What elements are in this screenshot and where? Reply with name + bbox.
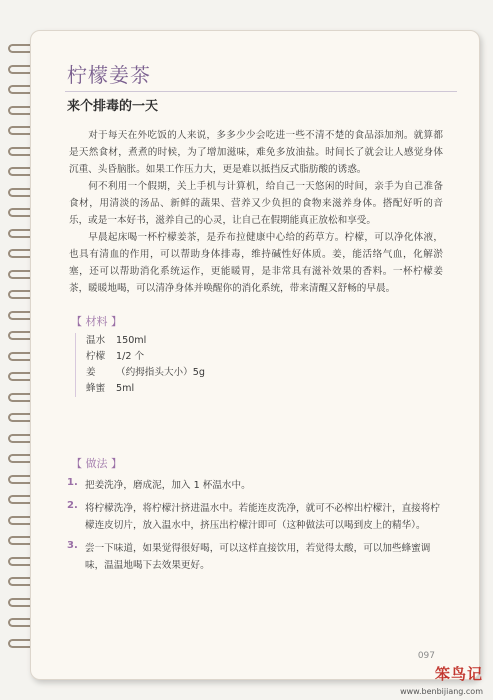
step-text: 尝一下味道，如果觉得很好喝，可以这样直接饮用，若觉得太酸，可以加些蜂蜜调味，温温地喝下去效果更好。	[85, 543, 431, 571]
step-number: 3.	[67, 540, 78, 551]
intro-paragraph: 早晨起床喝一杯柠檬姜茶，是乔布拉健康中心给的药草方。柠檬，可以净化体液，也具有清血的作用，可以帮助身体排毒，维持碱性好体质。姜，能活络气血，化解淤塞，还可以帮助消化系统运作，更能暖胃，是非常具有滋补效果的香料。一杯柠檬姜茶，暖暖地喝，可以清净身体并唤醒你的消化系统，带来清醒又舒畅的早晨。	[69, 232, 443, 294]
ingredients-list	[75, 333, 306, 397]
ingredient-item	[86, 333, 306, 349]
ingredients-heading: 【 材料 】	[71, 315, 122, 328]
ingredient-amount: （约拇指头大小）5g	[116, 367, 205, 378]
step-item	[67, 540, 447, 574]
ingredient-name: 温水	[86, 335, 106, 346]
intro-paragraph: 何不利用一个假期，关上手机与计算机，给自己一天悠闲的时间，亲手为自己准备食材，用清淡的汤品、新鲜的蔬果、营养又少负担的食物来滋养身体。搭配好听的音乐，或是一本好书，滋养自己的心灵，让自己在假期能真正放松和享受。	[69, 181, 443, 226]
ingredient-name: 柠檬	[86, 351, 106, 362]
ingredient-item	[86, 365, 306, 381]
notebook-page	[30, 30, 480, 680]
step-text: 将柠檬洗净，将柠檬汁挤进温水中。若能连皮洗净，就可不必榨出柠檬汁，直接将柠檬连皮切片，放入温水中，挤压出柠檬汁即可（这种做法可以喝到皮上的精华）。	[85, 503, 440, 531]
ingredient-item	[86, 381, 306, 397]
ingredient-name: 姜	[86, 367, 96, 378]
page-number: 097	[417, 651, 435, 661]
steps-list	[67, 477, 447, 580]
steps-heading: 【 做法 】	[71, 457, 122, 470]
ingredient-name: 蜂蜜	[86, 383, 106, 394]
ingredient-amount: 1/2 个	[116, 351, 145, 362]
page-title: 柠檬姜茶	[67, 63, 151, 87]
page-subtitle: 来个排毒的一天	[67, 99, 159, 114]
step-number: 1.	[67, 477, 78, 488]
ingredient-item	[86, 349, 306, 365]
step-item	[67, 477, 447, 494]
intro-paragraph: 对于每天在外吃饭的人来说，多多少少会吃进一些不清不楚的食品添加剂。就算都是天然食材，煮煮的时候，为了增加滋味，难免多放油盐。时间长了就会让人感觉身体沉重、头昏脑胀。如果工作压力大，更是难以抵挡反式脂肪酸的诱惑。	[69, 130, 443, 175]
ingredient-amount: 150ml	[116, 335, 147, 346]
watermark-logo: 笨鸟记	[434, 665, 483, 683]
intro-text	[69, 127, 443, 297]
step-number: 2.	[67, 500, 78, 511]
ingredient-amount: 5ml	[116, 383, 135, 394]
watermark-url: www.benbijiang.com	[400, 687, 483, 696]
step-item	[67, 500, 447, 534]
title-divider	[65, 91, 457, 92]
step-text: 把姜洗净，磨成泥，加入 1 杯温水中。	[85, 480, 251, 491]
